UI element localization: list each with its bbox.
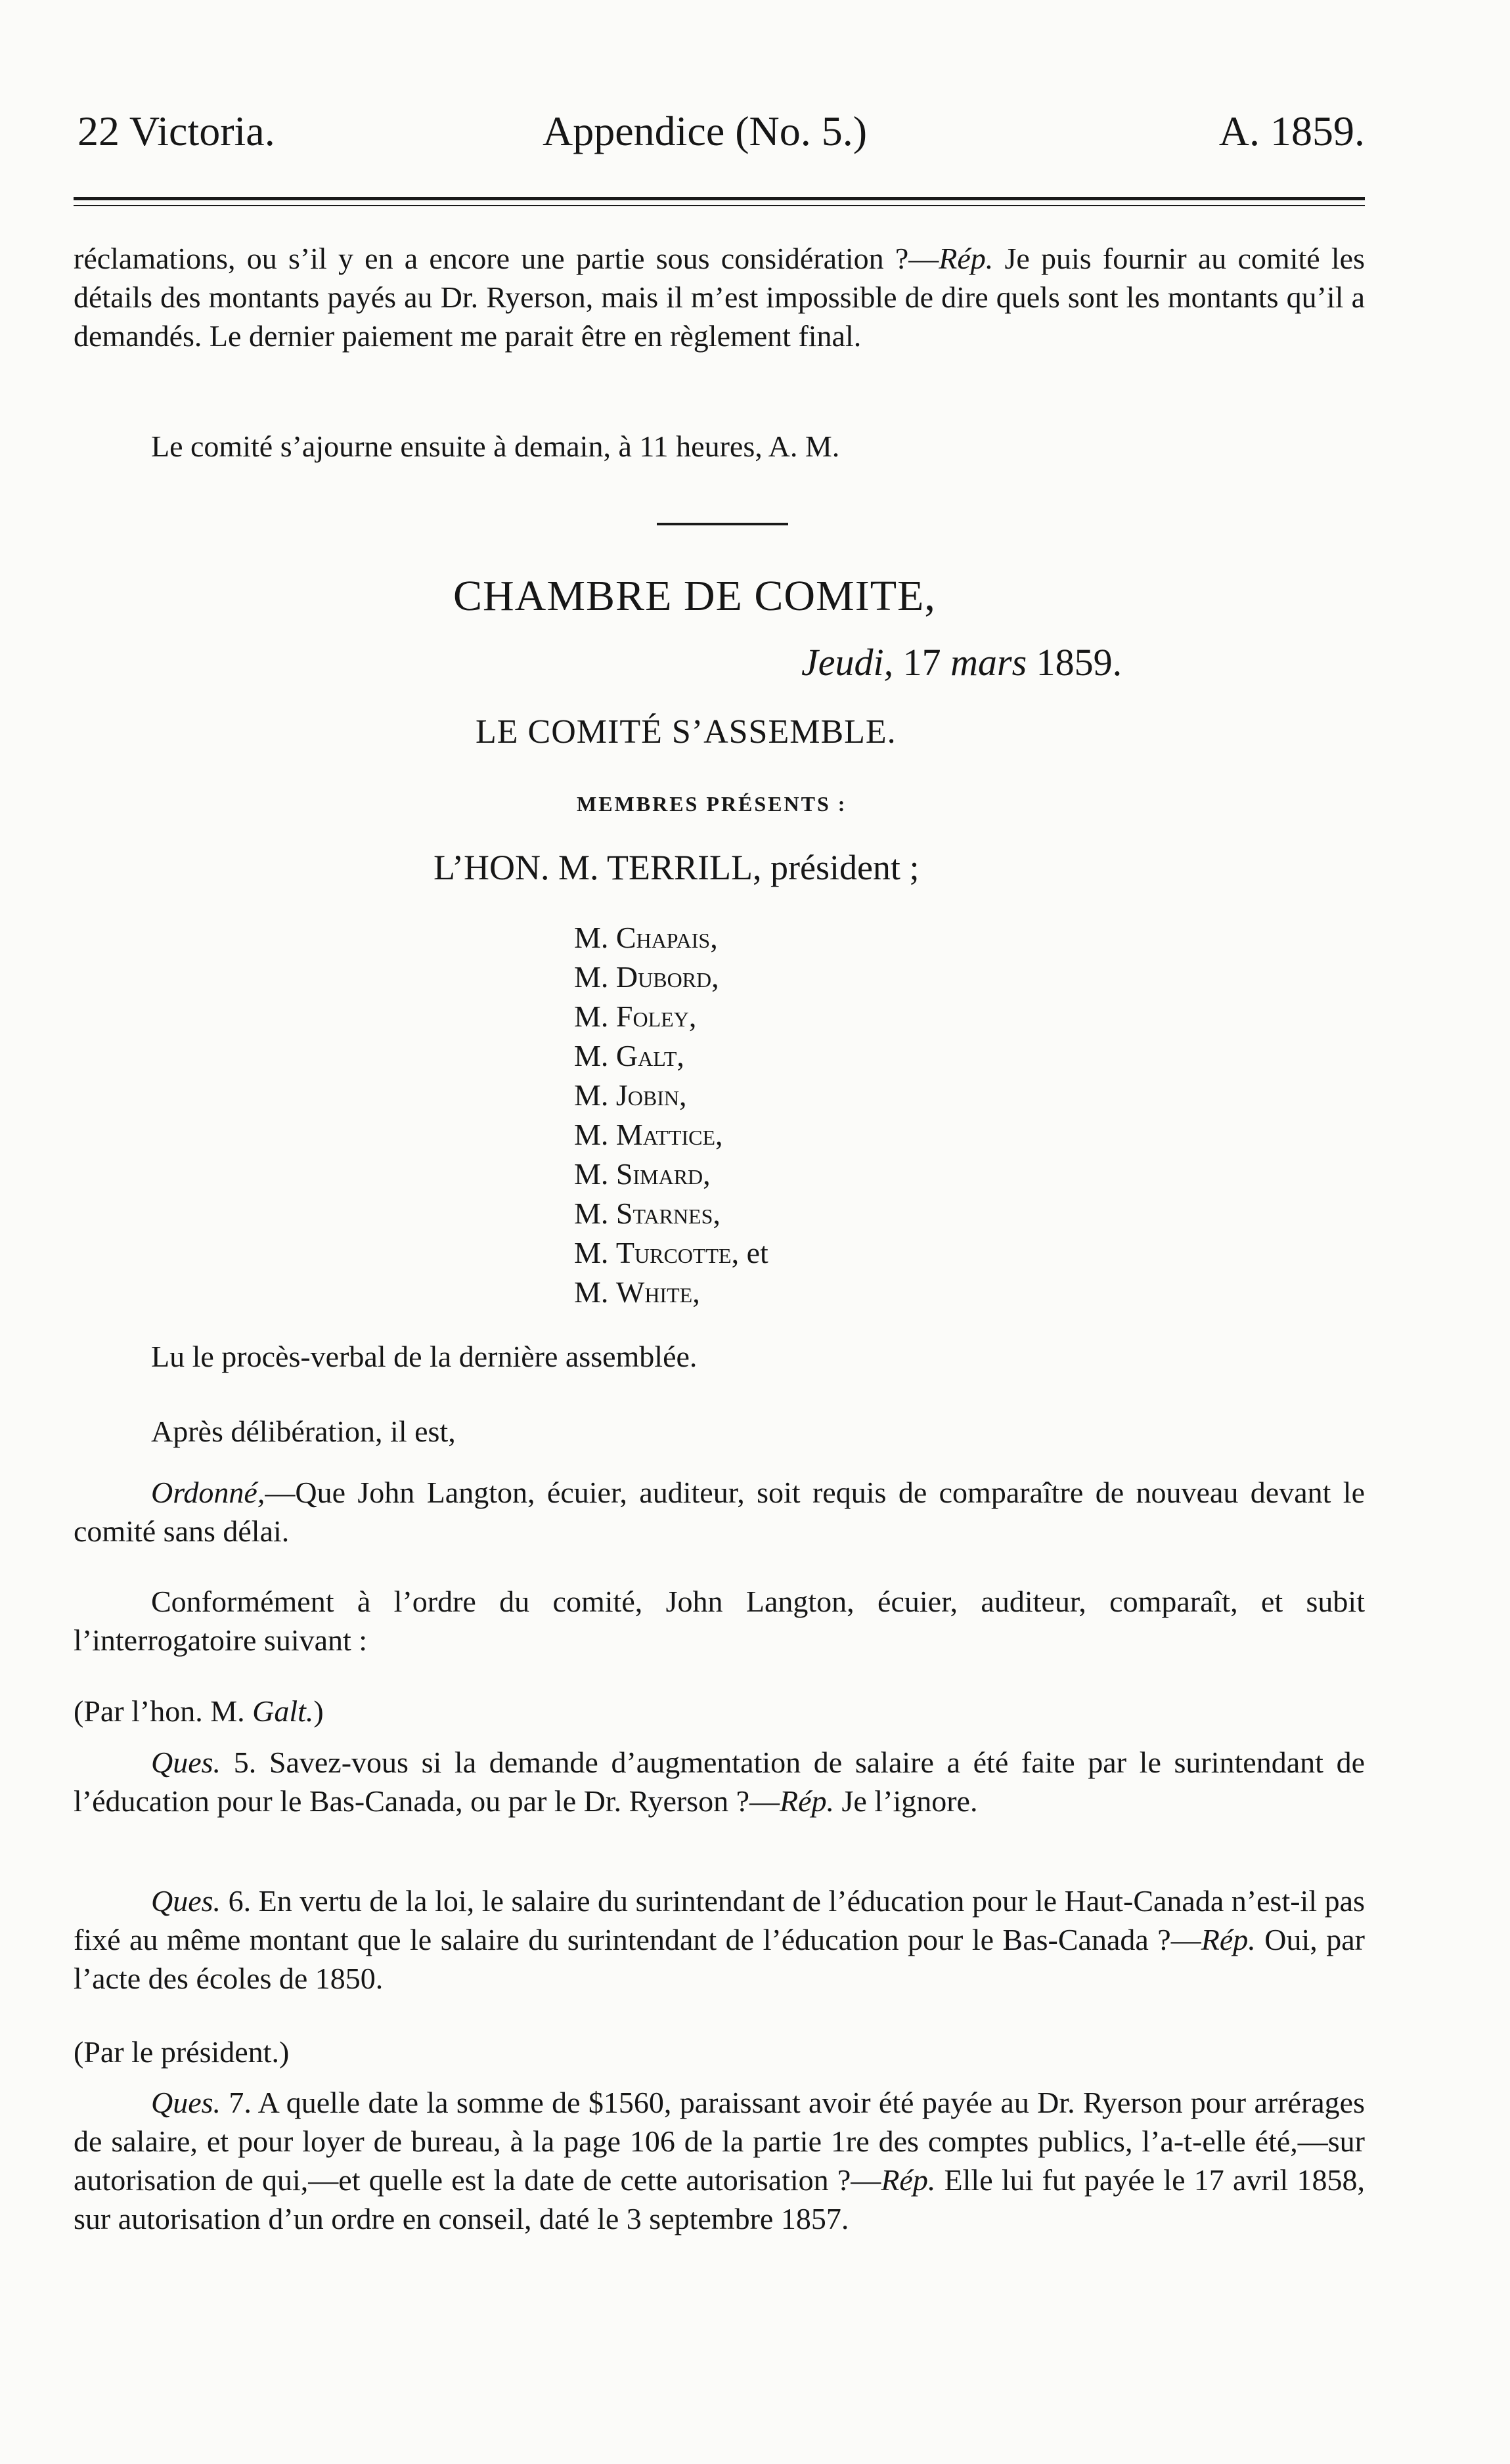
order-label: Ordonné,	[151, 1476, 265, 1509]
member-suffix: ,	[692, 1275, 700, 1309]
member-title: M.	[574, 1078, 609, 1112]
question-6	[74, 1881, 1365, 1998]
running-head	[78, 105, 1365, 158]
member-suffix: ,	[713, 1197, 721, 1230]
member-name: Starnes	[615, 1197, 713, 1230]
intro-rep-label: Rép.	[939, 242, 994, 275]
header-rule-thick	[74, 197, 1365, 200]
meeting-date-number: 17	[902, 641, 941, 684]
minutes-read-paragraph: Lu le procès-verbal de la dernière assemblée.	[151, 1340, 698, 1373]
questioner-name: Galt.	[252, 1694, 314, 1728]
answer-label: Rép.	[780, 1784, 835, 1818]
member-name: White	[615, 1275, 693, 1309]
member-name: Turcotte	[615, 1236, 732, 1269]
meeting-year: 1859.	[1036, 641, 1122, 684]
member-suffix: ,	[710, 921, 718, 954]
member-name: Mattice	[615, 1118, 716, 1151]
member-suffix: ,	[688, 1000, 697, 1033]
member-suffix: ,	[711, 960, 719, 994]
member-title: M.	[574, 1236, 609, 1269]
conformity-paragraph: Conformément à l’ordre du comité, John Langton, écuier, auditeur, comparaît, et subit l’interrogatoire suivant :	[74, 1585, 1365, 1657]
order-text: —Que John Langton, écuier, auditeur, soit requis de comparaître de nouveau devant le comité sans délai.	[74, 1476, 1365, 1548]
question-label: Ques.	[151, 2086, 221, 2119]
meeting-month: mars	[950, 641, 1027, 684]
answer-text: Je l’ignore.	[834, 1784, 978, 1818]
meeting-dateline	[801, 640, 1122, 684]
question-label: Ques.	[151, 1746, 221, 1779]
member-suffix: ,	[679, 1078, 687, 1112]
member-suffix: , et	[731, 1236, 768, 1269]
member-title: M.	[574, 1000, 609, 1033]
member-name: Chapais	[615, 921, 711, 954]
header-session: 22 Victoria.	[78, 108, 275, 154]
members-heading: MEMBRES PRÉSENTS :	[577, 792, 847, 816]
answer-label: Rép.	[881, 2163, 936, 2197]
intro-question: réclamations, ou s’il y en a encore une partie sous considération ?—	[74, 242, 939, 275]
assembles-heading: LE COMITÉ S’ASSEMBLE.	[476, 713, 897, 751]
member-suffix: ,	[703, 1157, 711, 1191]
question-text: 6. En vertu de la loi, le salaire du surintendant de l’éducation pour le Haut-Canada n’est-il pas fixé au même montant que le salaire du surintendant de l’éducation pour le Bas-Canada ?—	[74, 1884, 1365, 1956]
president-line: L’HON. M. TERRILL, président ;	[433, 848, 920, 887]
member-title: M.	[574, 1039, 609, 1072]
member-name: Jobin	[615, 1078, 680, 1112]
intro-paragraph	[74, 239, 1365, 355]
member-title: M.	[574, 1197, 609, 1230]
questioner-president: (Par le président.)	[74, 2035, 290, 2069]
question-text: 7. A quelle date la somme de $1560, paraissant avoir été payée au Dr. Ryerson pour arrérages de salaire, et pour loyer de bureau, à la page 106 de la partie 1re des comptes publics, l’a-t-elle été,—sur autorisation de qui,—et quelle est la date de cette autorisation ?—	[74, 2086, 1365, 2197]
header-appendix: Appendice (No. 5.)	[543, 108, 868, 154]
member-title: M.	[574, 960, 609, 994]
member-title: M.	[574, 921, 609, 954]
intro-answer: Je puis fournir au comité les détails des montants payés au Dr. Ryerson, mais il m’est impossible de dire quels sont les montants qu’il a demandés. Le dernier paiement me parait être en règlement final.	[74, 242, 1365, 353]
questioner-galt: (Par l’hon. M. Galt.)	[74, 1694, 324, 1728]
answer-text: Elle lui fut payée le 17 avril 1858, sur autorisation d’un ordre en conseil, daté le 3 septembre 1857.	[74, 2163, 1365, 2235]
question-text: 5. Savez-vous si la demande d’augmentation de salaire a été faite par le surintendant de l’éducation pour le Bas-Canada, ou par le Dr. Ryerson ?—	[74, 1746, 1365, 1818]
deliberation-paragraph: Après délibération, il est,	[151, 1415, 456, 1448]
chamber-heading: CHAMBRE DE COMITE,	[453, 572, 936, 620]
answer-label: Rép.	[1201, 1923, 1256, 1956]
question-5	[74, 1743, 1365, 1820]
member-title: M.	[574, 1157, 609, 1191]
member-suffix: ,	[677, 1039, 684, 1072]
answer-text: Oui, par l’acte des écoles de 1850.	[74, 1923, 1365, 1995]
member-name: Simard	[615, 1157, 703, 1191]
meeting-day: Jeudi,	[801, 641, 894, 684]
order-paragraph	[74, 1473, 1365, 1551]
member-name: Dubord	[615, 960, 712, 994]
section-divider	[657, 523, 788, 525]
question-label: Ques.	[151, 1884, 221, 1918]
header-year: A. 1859.	[1218, 108, 1365, 154]
member-title: M.	[574, 1275, 609, 1309]
member-suffix: ,	[715, 1118, 723, 1151]
member-name: Foley	[615, 1000, 689, 1033]
adjourn-paragraph: Le comité s’ajourne ensuite à demain, à 11 heures, A. M.	[151, 429, 840, 463]
member-name: Galt	[615, 1039, 677, 1072]
question-7	[74, 2083, 1365, 2238]
member-title: M.	[574, 1118, 609, 1151]
header-rule-thin	[74, 205, 1365, 206]
